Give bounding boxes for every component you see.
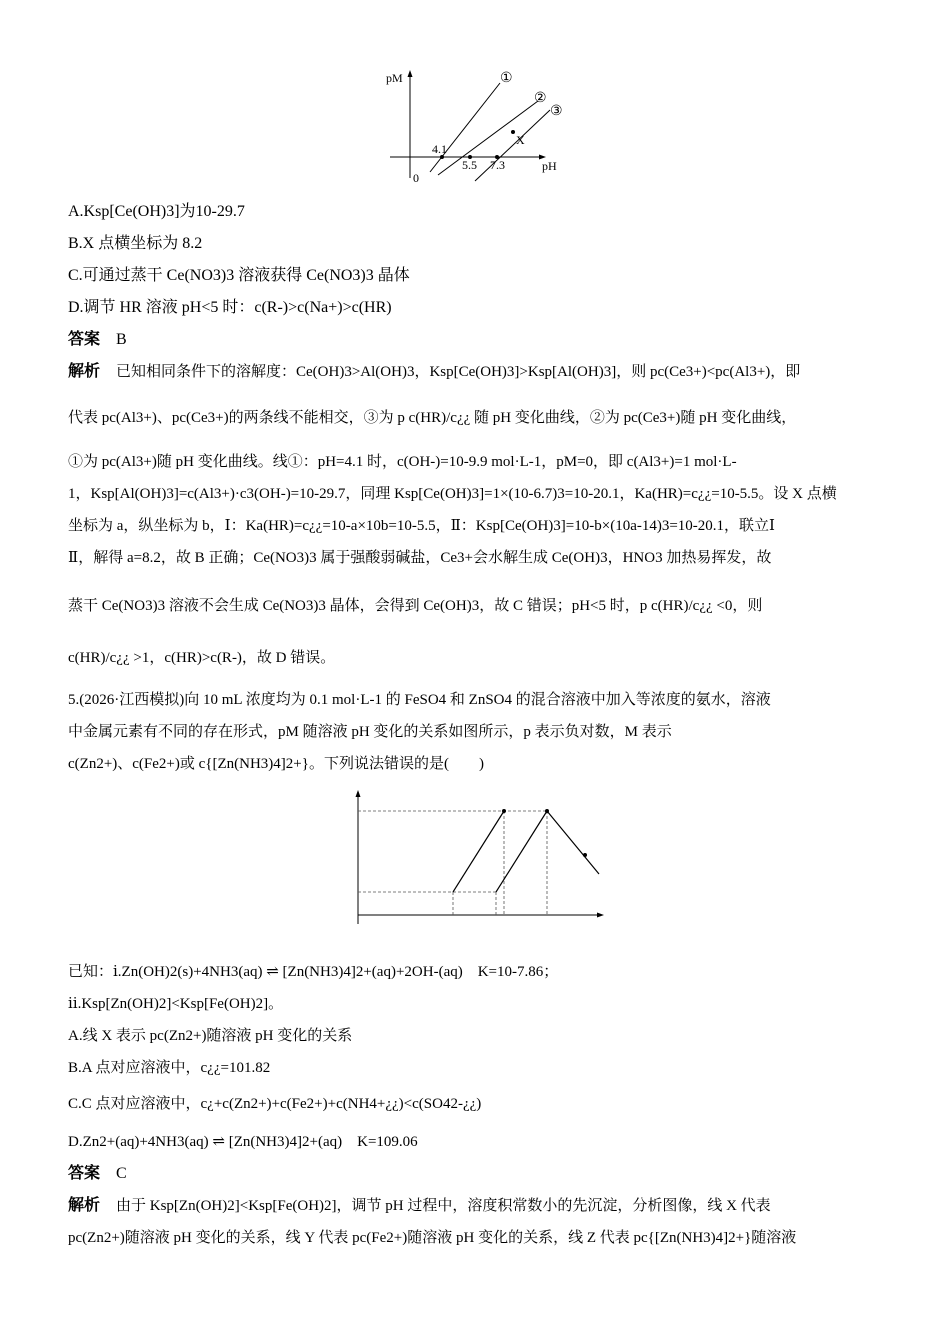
analysis-line-7: 蒸干 Ce(NO3)3 溶液不会生成 Ce(NO3)3 晶体，会得到 Ce(OH)3，故 C 错误；pH<5 时，p c(HR)/c¿¿ <0，则 bbox=[68, 598, 763, 614]
point-a bbox=[502, 809, 506, 813]
analysis-line-4: 1，Ksp[Al(OH)3]=c(Al3+)·c3(OH-)=10-29.7，同理 Ksp[Ce(OH)3]=1×(10-6.7)3=10-20.1，Ka(HR)=c¿¿=10-5.5。设 X 点横 bbox=[68, 486, 837, 502]
curve-1-label: ① bbox=[500, 71, 513, 86]
q5-analysis-label: 解析 bbox=[68, 1197, 101, 1214]
q5-analysis-line-2: pc(Zn2+)随溶液 pH 变化的关系，线 Y 代表 pc(Fe2+)随溶液 pH 变化的关系，线 Z 代表 pc{[Zn(NH3)4]2+}随溶液 bbox=[68, 1230, 797, 1246]
q5-answer-row bbox=[68, 1164, 127, 1184]
q5-option-b: B.A 点对应溶液中，c¿¿=101.82 bbox=[68, 1060, 271, 1076]
q5-stem-3: c(Zn2+)、c(Fe2+)或 c{[Zn(NH3)4]2+}。下列说法错误的是( ) bbox=[68, 756, 484, 772]
q5-stem-1: 5.(2026·江西模拟)向 10 mL 浓度均为 0.1 mol·L-1 的 FeSO4 和 ZnSO4 的混合溶液中加入等浓度的氨水，溶液 bbox=[68, 692, 771, 708]
option-c: C.可通过蒸干 Ce(NO3)3 溶液获得 Ce(NO3)3 晶体 bbox=[68, 267, 410, 284]
point-x bbox=[511, 130, 515, 134]
known-2: ⅱ.Ksp[Zn(OH)2]<Ksp[Fe(OH)2]。 bbox=[68, 996, 284, 1012]
label-5-5: 5.5 bbox=[462, 158, 477, 172]
point-b bbox=[545, 809, 549, 813]
analysis-text-1: 已知相同条件下的溶解度：Ce(OH)3>Al(OH)3，Ksp[Ce(OH)3]>Ksp[Al(OH)3]，则 pc(Ce3+)<pc(Al3+)，即 bbox=[116, 364, 801, 380]
curve-3-label: ③ bbox=[550, 104, 563, 119]
y-axis-label: pM bbox=[386, 71, 403, 85]
q5-answer-value: C bbox=[116, 1165, 127, 1182]
figure-1 bbox=[380, 66, 580, 186]
analysis-line-6: Ⅱ，解得 a=8.2，故 B 正确；Ce(NO3)3 属于强酸弱碱盐，Ce3+会水解生成 Ce(OH)3，HNO3 加热易挥发，故 bbox=[68, 550, 772, 566]
label-x: X bbox=[516, 133, 525, 147]
analysis-line-3: ①为 pc(Al3+)随 pH 变化曲线。线①：pH=4.1 时，c(OH-)=10-9.9 mol·L-1，pM=0，即 c(Al3+)=1 mol·L- bbox=[68, 454, 737, 470]
curve-3 bbox=[475, 110, 550, 181]
analysis-line-1 bbox=[68, 362, 888, 382]
x-axis-label: pH bbox=[542, 159, 557, 173]
line-x bbox=[453, 811, 504, 892]
label-7-3: 7.3 bbox=[490, 158, 505, 172]
answer-value: B bbox=[116, 331, 127, 348]
answer-label: 答案 bbox=[68, 331, 101, 348]
label-4-1: 4.1 bbox=[432, 142, 447, 156]
y-axis-arrow bbox=[408, 70, 413, 77]
x-axis-arrow bbox=[597, 913, 604, 918]
option-b: B.X 点横坐标为 8.2 bbox=[68, 235, 203, 252]
q5-stem-2: 中金属元素有不同的存在形式，pM 随溶液 pH 变化的关系如图所示，p 表示负对数，M 表示 bbox=[68, 724, 672, 740]
curve-2-label: ② bbox=[534, 91, 547, 106]
line-z bbox=[547, 811, 599, 874]
q5-analysis-text-1: 由于 Ksp[Zn(OH)2]<Ksp[Fe(OH)2]，调节 pH 过程中，溶度积常数小的先沉淀，分析图像，线 X 代表 bbox=[116, 1198, 771, 1214]
analysis-line-2: 代表 pc(Al3+)、pc(Ce3+)的两条线不能相交，③为 p c(HR)/c¿¿ 随 pH 变化曲线，②为 pc(Ce3+)随 pH 变化曲线， bbox=[68, 410, 797, 426]
known-1: 已知：ⅰ.Zn(OH)2(s)+4NH3(aq) ⇌ [Zn(NH3)4]2+(aq)+2OH-(aq) K=10-7.86； bbox=[68, 964, 559, 980]
option-d: D.调节 HR 溶液 pH<5 时：c(R-)>c(Na+)>c(HR) bbox=[68, 299, 392, 316]
q5-answer-label: 答案 bbox=[68, 1165, 101, 1182]
y-axis-arrow bbox=[356, 790, 361, 797]
answer-row bbox=[68, 330, 127, 350]
q5-option-c: C.C 点对应溶液中，c¿+c(Zn2+)+c(Fe2+)+c(NH4+¿¿)<c(SO42-¿¿) bbox=[68, 1096, 482, 1112]
origin-label: 0 bbox=[413, 171, 419, 185]
analysis-line-5: 坐标为 a，纵坐标为 b，Ⅰ：Ka(HR)=c¿¿=10-a×10b=10-5.5，Ⅱ：Ksp[Ce(OH)3]=10-b×(10a-14)3=10-20.1，联立Ⅰ bbox=[68, 518, 775, 534]
q5-analysis-line-1 bbox=[68, 1196, 888, 1216]
figure-2 bbox=[325, 782, 615, 942]
option-a: A.Ksp[Ce(OH)3]为10-29.7 bbox=[68, 203, 245, 220]
q5-option-a: A.线 X 表示 pc(Zn2+)随溶液 pH 变化的关系 bbox=[68, 1028, 353, 1044]
point-c bbox=[583, 853, 587, 857]
analysis-label: 解析 bbox=[68, 363, 101, 380]
analysis-line-8: c(HR)/c¿¿ >1，c(HR)>c(R-)，故 D 错误。 bbox=[68, 650, 336, 666]
q5-option-d: D.Zn2+(aq)+4NH3(aq) ⇌ [Zn(NH3)4]2+(aq) K=109.06 bbox=[68, 1134, 418, 1150]
